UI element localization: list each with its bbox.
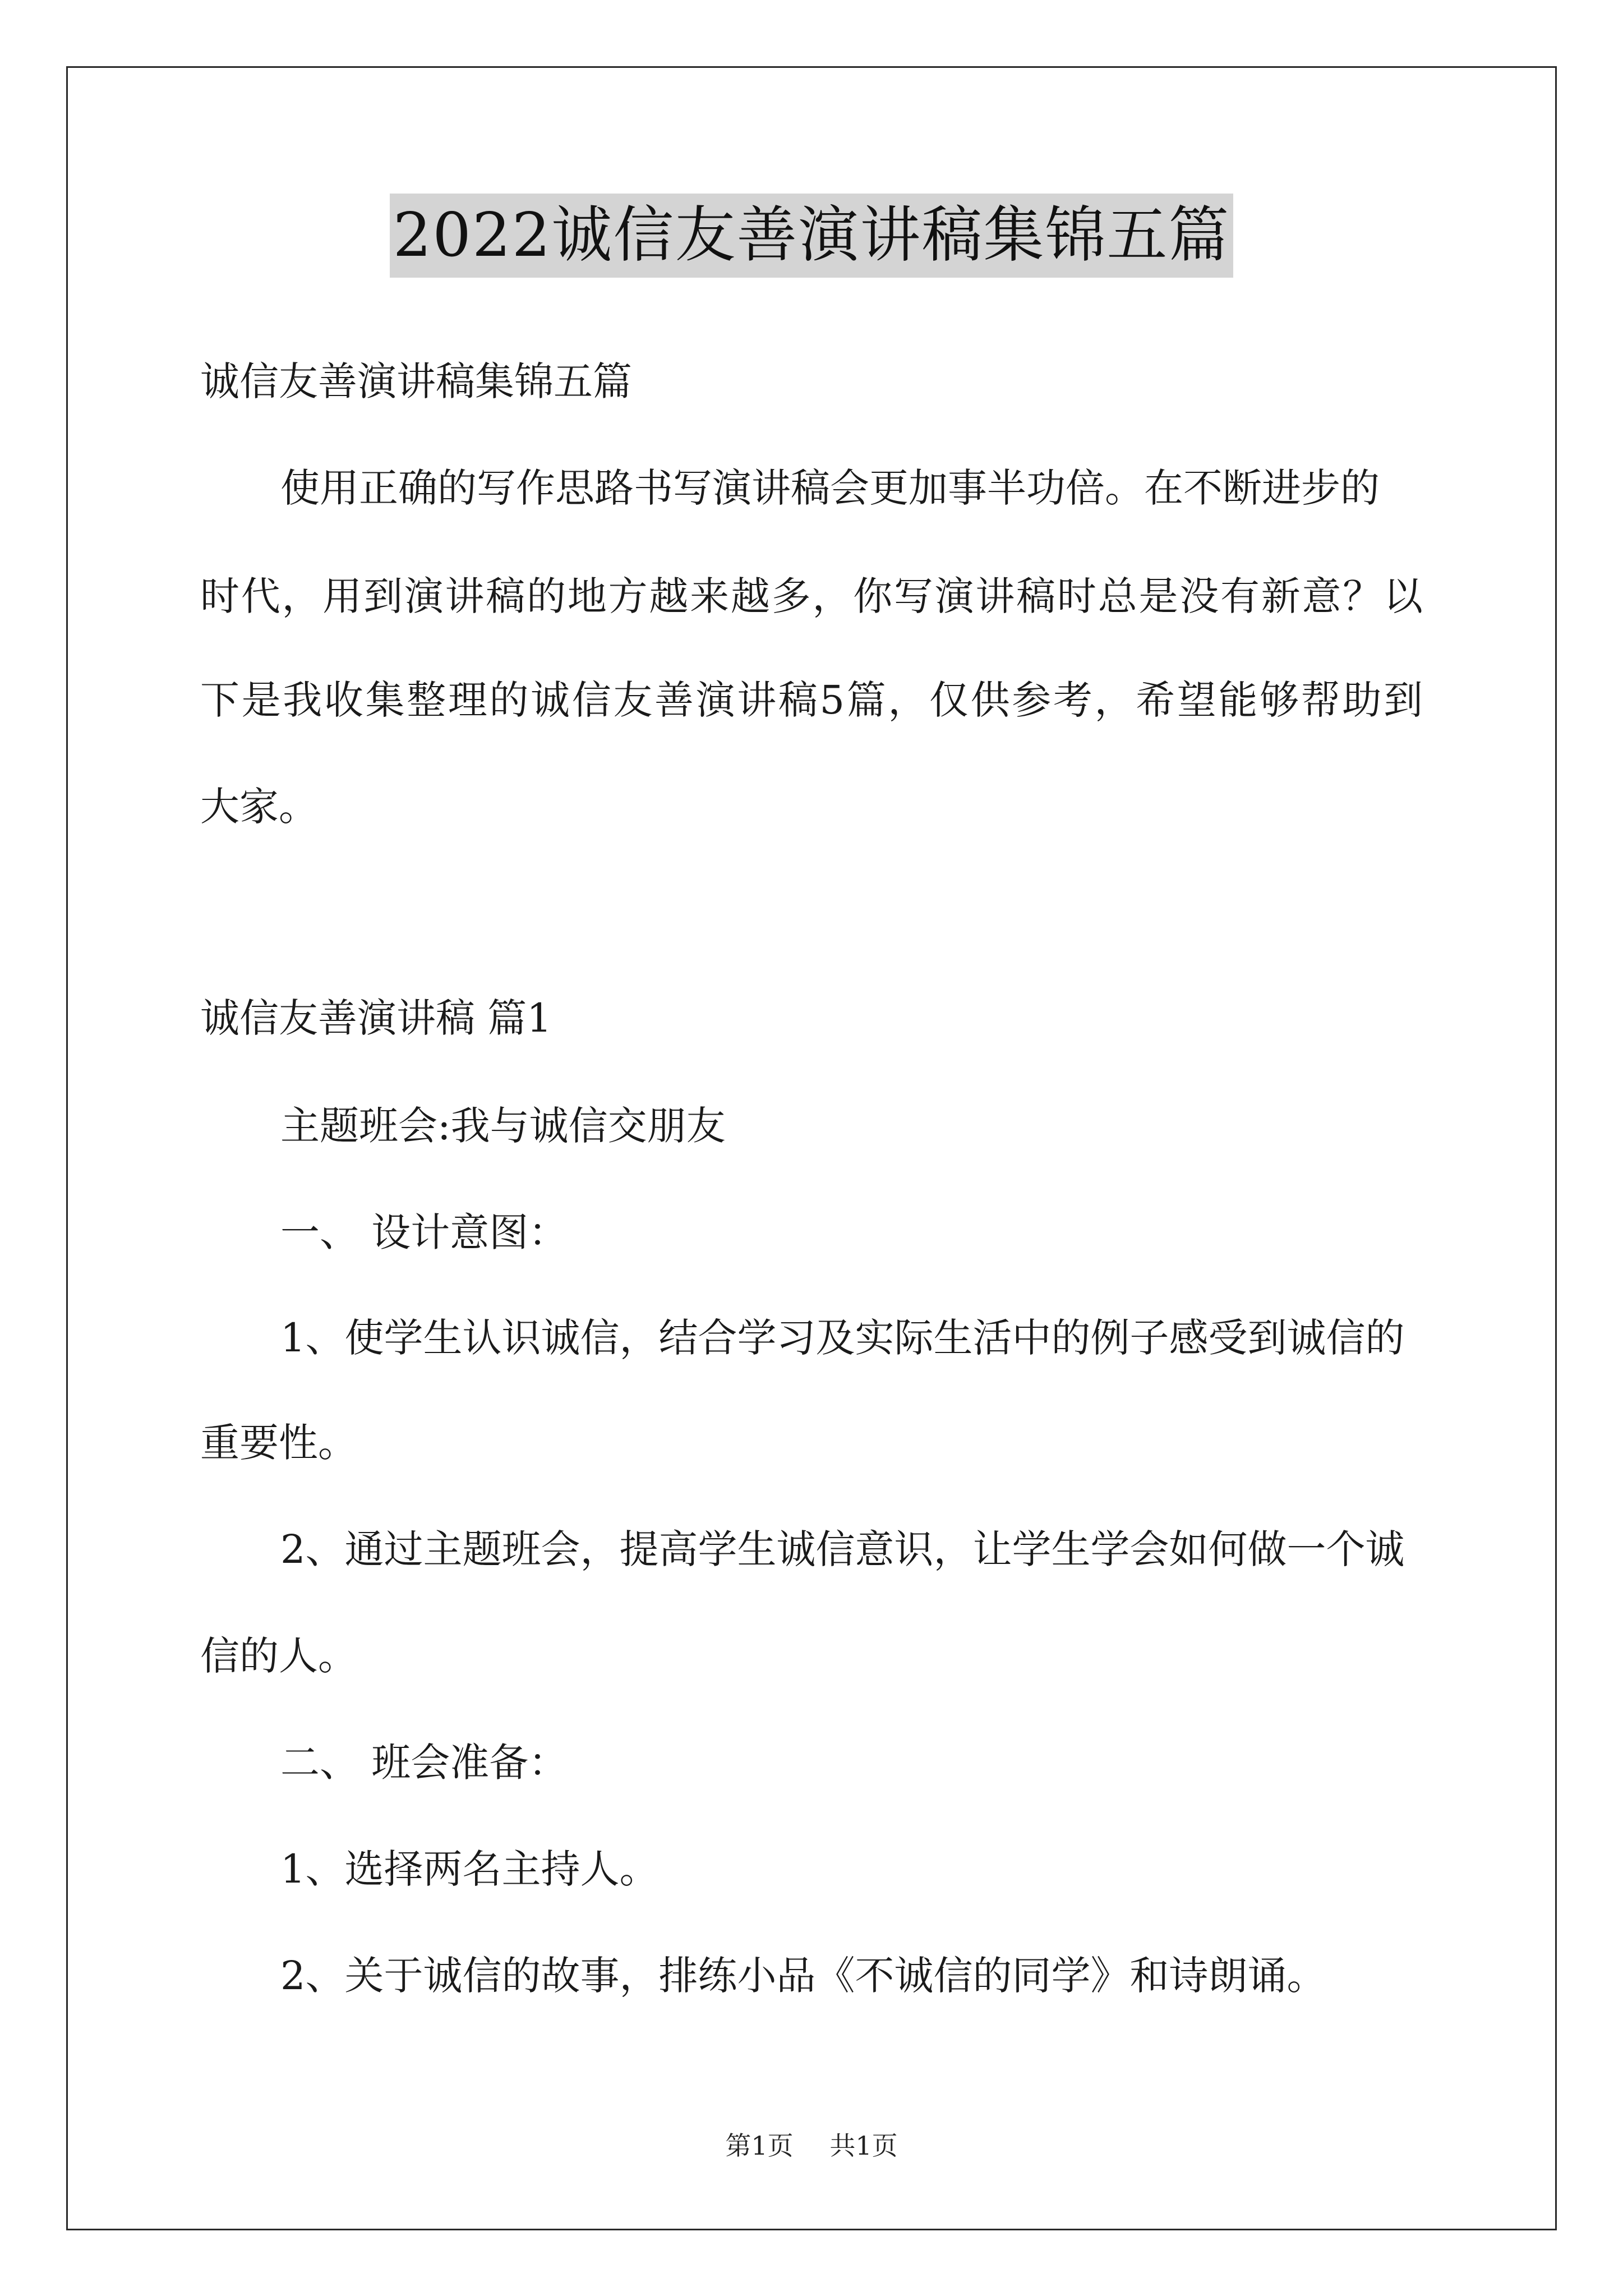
item2-line-1: 2、通过主题班会，提高学生诚信意识，让学生学会如何做一个诚 <box>280 1526 1405 1572</box>
page-footer <box>0 2129 1623 2162</box>
part1-heading: 一、 设计意图： <box>280 1209 568 1255</box>
theme-line: 主题班会:我与诚信交朋友 <box>280 1103 726 1149</box>
intro-line-3: 下是我收集整理的诚信友善演讲稿5篇，仅供参考，希望能够帮助到 <box>200 677 1423 723</box>
item2-line-2: 信的人。 <box>200 1633 357 1679</box>
page-total: 共1页 <box>829 2131 898 2161</box>
intro-line-2: 时代，用到演讲稿的地方越来越多，你写演讲稿时总是没有新意？以 <box>200 573 1423 619</box>
intro-line-1: 使用正确的写作思路书写演讲稿会更加事半功倍。在不断进步的 <box>280 465 1380 511</box>
subtitle: 诚信友善演讲稿集锦五篇 <box>200 358 632 404</box>
intro-line-4: 大家。 <box>200 784 318 830</box>
page-number: 第1页 <box>725 2131 794 2161</box>
part2-heading: 二、 班会准备： <box>280 1740 568 1786</box>
prep-item-1: 1、选择两名主持人。 <box>280 1846 659 1892</box>
item1-line-1: 1、使学生认识诚信，结合学习及实际生活中的例子感受到诚信的 <box>280 1315 1405 1361</box>
item1-line-2: 重要性。 <box>200 1420 357 1466</box>
prep-item-2: 2、关于诚信的故事，排练小品《不诚信的同学》和诗朗诵。 <box>280 1953 1326 1999</box>
title-container <box>0 194 1623 278</box>
section-heading: 诚信友善演讲稿 篇1 <box>200 995 552 1041</box>
document-title: 2022诚信友善演讲稿集锦五篇 <box>390 194 1234 278</box>
